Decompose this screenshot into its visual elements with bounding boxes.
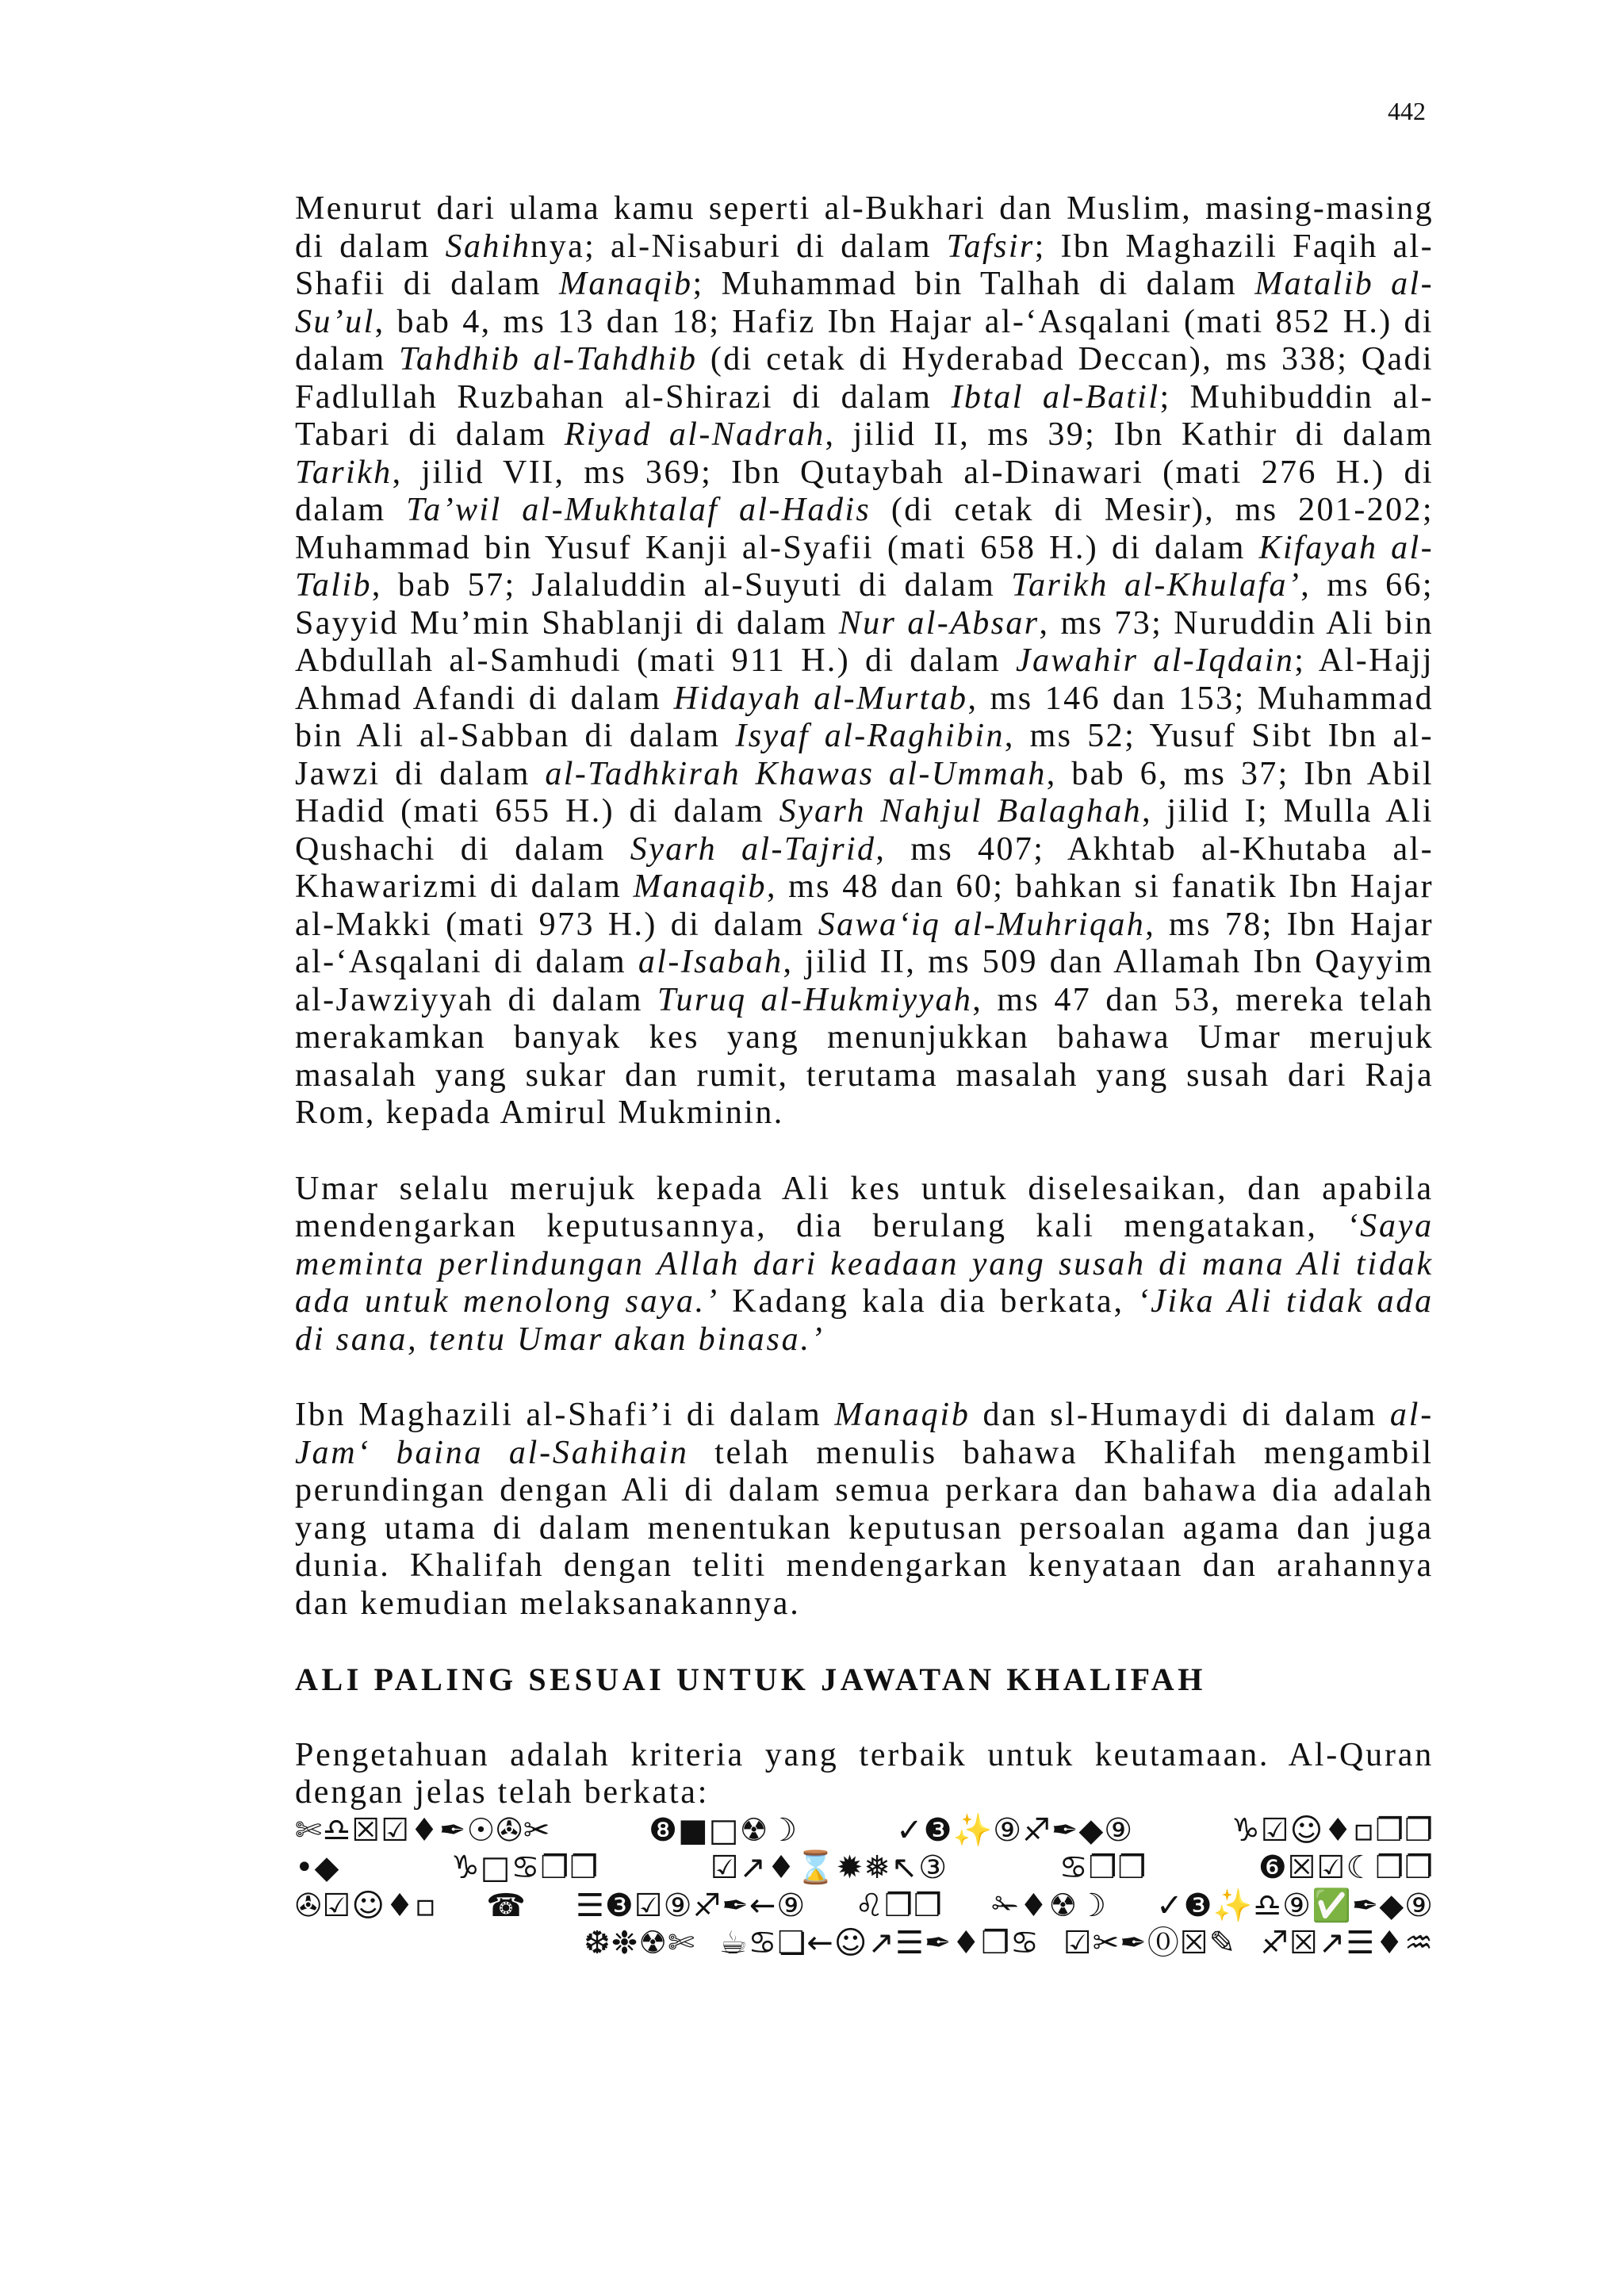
glyph-word: ☕♋❏←☺↗☰✒♦❐♋ <box>718 1925 1040 1961</box>
italic-title: Ibtal al-Batil <box>951 378 1160 416</box>
text-run: , ms 73; Nuruddin Ali bin Abdullah al-Samhudi (mati 911 H.) di dalam <box>295 604 1434 679</box>
glyph-word: ❽■□☢☽ <box>649 1811 799 1849</box>
text-run: Kadang kala dia berkata, <box>718 1283 1138 1320</box>
italic-title: Hidayah al-Murtab <box>673 680 968 717</box>
text-run: , bab 6, ms 37; Ibn Abil Hadid (mati 655 H.) di dalam <box>295 755 1434 830</box>
italic-title: Tarikh al-Khulafa’ <box>1011 567 1301 604</box>
italic-title: Jawahir al-Iqdain <box>1015 642 1295 679</box>
paragraph-consultation <box>295 1397 1434 1623</box>
glyph-word: ♐☒↗☰♦♒ <box>1260 1925 1434 1961</box>
glyph-word: ✓❸✨♎⑨✅✒◆⑨ <box>1156 1887 1434 1924</box>
text-run: , ms 52; Yusuf Sibt Ibn al-Jawzi di dalam <box>295 718 1434 792</box>
italic-title: Tarikh <box>295 454 393 491</box>
glyph-word: ♑□♋❐❐ <box>450 1849 599 1886</box>
paragraph-gap <box>295 1699 1434 1737</box>
italic-title: Tafsir <box>946 228 1035 265</box>
italic-title: Tahdhib al-Tahdhib <box>399 341 698 378</box>
text-run: dan sl-Humaydi di dalam <box>970 1397 1390 1433</box>
italic-title: Isyaf al-Raghibin <box>735 718 1005 754</box>
text-run: , jilid II, ms 39; Ibn Kathir di dalam <box>825 416 1434 453</box>
italic-title: ‘Saya meminta perlindungan Allah dari keadaan yang susah di mana Ali tidak ada untuk menolong saya.’ <box>295 1208 1434 1320</box>
text-run: , ms 48 dan 60; bahkan si fanatik Ibn Hajar al-Makki (mati 973 H.) di dalam <box>295 868 1434 943</box>
text-run: nya; al-Nisaburi di dalam <box>530 228 947 265</box>
italic-title: ‘Jika Ali tidak ada di sana, tentu Umar akan binasa.’ <box>295 1283 1434 1358</box>
text-run: , jilid II, ms 509 dan Allamah Ibn Qayyim al-Jawziyyah di dalam <box>295 944 1434 1018</box>
glyph-word: ☰❸☑⑨♐✒←⑨ <box>576 1887 806 1924</box>
glyph-word: ♌❐❐ <box>855 1887 943 1924</box>
text-run: ; Muhibuddin al-Tabari di dalam <box>295 378 1434 453</box>
italic-title: Riyad al-Nadrah <box>564 416 825 453</box>
paragraph-umar-quotes <box>295 1171 1434 1359</box>
text-run: Menurut dari ulama kamu seperti al-Bukhari dan Muslim, masing-masing di dalam <box>295 190 1434 265</box>
glyph-word: ☑↗♦⌛✹❅↖③ <box>710 1849 948 1886</box>
italic-title: Sahih <box>445 228 531 265</box>
text-run: , ms 78; Ibn Hajar al-‘Asqalani di dalam <box>295 906 1434 980</box>
paragraph-knowledge: Pengetahuan adalah kriteria yang terbaik untuk keutamaan. Al-Quran dengan jelas telah berkata: <box>295 1736 1434 1811</box>
text-run: , bab 57; Jalaluddin al-Suyuti di dalam <box>371 567 1012 604</box>
text-run: ; Ibn Maghazili Faqih al-Shafii di dalam <box>295 228 1434 302</box>
quran-verse-glyphs <box>295 1812 1434 1963</box>
text-run: , bab 4, ms 13 dan 18; Hafiz Ibn Hajar al-‘Asqalani (mati 852 H.) di dalam <box>295 303 1434 378</box>
italic-title: Matalib al-Su’ul <box>295 266 1434 340</box>
italic-title: Nur al-Absar <box>838 604 1040 642</box>
text-run: Ibn Maghazili al-Shafi’i di dalam <box>295 1397 835 1433</box>
paragraph-references <box>295 190 1434 1133</box>
section-heading: ALI PALING SESUAI UNTUK JAWATAN KHALIFAH <box>295 1662 1206 1697</box>
glyph-word: ✓❸✨⑨♐✒◆⑨ <box>896 1811 1134 1849</box>
text-run: ; Muhammad bin Talhah di dalam <box>692 266 1255 302</box>
glyph-line <box>295 1925 1434 1963</box>
glyph-word: ♑☑☺♦▫❐❐ <box>1231 1811 1434 1849</box>
glyph-word: ✇☑☺♦▫ <box>295 1887 438 1924</box>
glyph-word: ☑✂✒⓪☒✎ <box>1063 1925 1237 1961</box>
glyph-line <box>295 1849 1434 1888</box>
italic-title: al-Jam‘ baina al-Sahihain <box>295 1397 1434 1471</box>
italic-title: Manaqib <box>633 868 767 905</box>
italic-title: Turuq al-Hukmiyyah <box>657 981 973 1018</box>
paragraph-gap <box>295 1359 1434 1397</box>
glyph-word: •◆ <box>295 1849 340 1886</box>
paragraph-gap <box>295 1623 1434 1661</box>
glyph-word: ✁♦☢☽ <box>991 1887 1108 1924</box>
page-number: 442 <box>1388 97 1426 125</box>
glyph-line <box>295 1888 1434 1926</box>
italic-title: Kifayah al-Talib <box>295 529 1434 604</box>
glyph-word: ♋❐❐ <box>1059 1849 1147 1886</box>
glyph-word: ❻☒☑☾❐❐ <box>1258 1849 1434 1886</box>
italic-title: al-Isabah <box>638 944 783 980</box>
text-run: , ms 146 dan 153; Muhammad bin Ali al-Sabban di dalam <box>295 680 1434 754</box>
text-run: (di cetak di Hyderabad Deccan), ms 338; Qadi Fadlullah Ruzbahan al-Shirazi di dalam <box>295 341 1434 416</box>
text-run: (di cetak di Mesir), ms 201-202; Muhammad bin Yusuf Kanji al-Syafii (mati 658 H.) di dalam <box>295 492 1434 566</box>
italic-title: Manaqib <box>834 1397 971 1433</box>
italic-title: al-Tadhkirah Khawas al-Ummah <box>545 755 1047 792</box>
text-run: , jilid VII, ms 369; Ibn Qutaybah al-Dinawari (mati 276 H.) di dalam <box>295 454 1434 528</box>
glyph-line <box>295 1812 1434 1850</box>
italic-title: Syarh al-Tajrid <box>630 830 876 868</box>
glyph-word: ✄♎☒☑♦✒☉✇✂ <box>295 1811 551 1849</box>
italic-title: Sawa‘iq al-Muhriqah <box>818 906 1146 943</box>
italic-title: Manaqib <box>558 266 693 302</box>
document-body <box>295 190 1434 1963</box>
italic-title: Ta’wil al-Mukhtalaf al-Hadis <box>406 492 871 528</box>
text-run: , ms 407; Akhtab al-Khutaba al-Khawarizmi di dalam <box>295 830 1434 905</box>
text-run: Umar selalu merujuk kepada Ali kes untuk diselesaikan, dan apabila mendengarkan keputusannya, dia berulang kali mengatakan, <box>295 1170 1434 1244</box>
paragraph-gap <box>295 1133 1434 1171</box>
italic-title: Syarh Nahjul Balaghah <box>779 793 1143 830</box>
glyph-word: ❆❉☢✄ <box>584 1925 695 1961</box>
text-run: , jilid I; Mulla Ali Qushachi di dalam <box>295 793 1434 868</box>
text-run: , ms 66; Sayyid Mu’min Shablanji di dalam <box>295 567 1434 642</box>
text-run: , ms 47 dan 53, mereka telah merakamkan banyak kes yang menunjukkan bahawa Umar merujuk masalah yang sukar dan rumit, terutama masalah yang susah dari Raja Rom, kepada Amirul Mukminin. <box>295 981 1434 1131</box>
text-run: telah menulis bahawa Khalifah mengambil perundingan dengan Ali di dalam semua perkara dan bahawa dia adalah yang utama di dalam menentukan keputusan persoalan agama dan juga dunia. Khalifah dengan teliti mendengarkan kenyataan dan arahannya dan kemudian melaksanakannya. <box>295 1434 1434 1622</box>
glyph-word: ☎ <box>486 1887 527 1924</box>
text-run: ; Al-Hajj Ahmad Afandi di dalam <box>295 642 1434 717</box>
